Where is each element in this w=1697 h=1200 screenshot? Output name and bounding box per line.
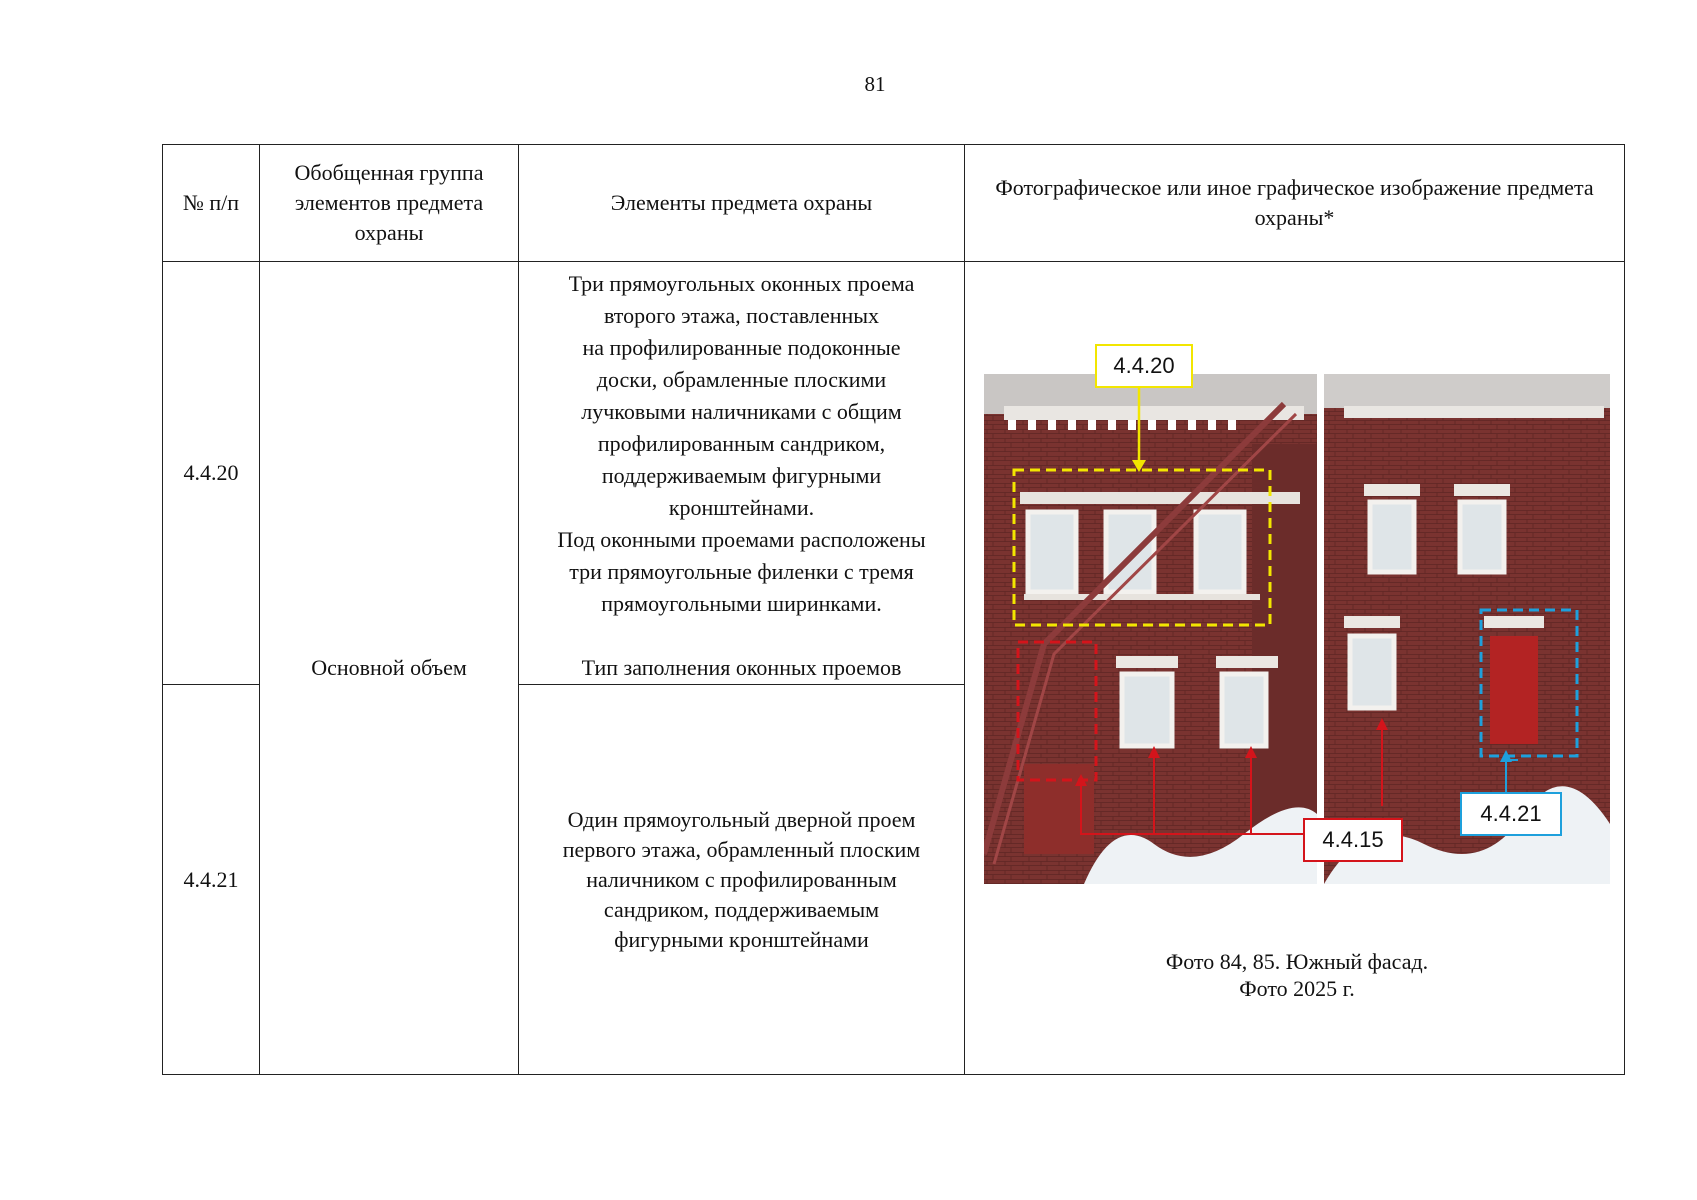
description-line: лучковыми наличниками с общим xyxy=(581,399,902,424)
page-number: 81 xyxy=(864,72,886,96)
photo-84 xyxy=(984,374,1317,884)
label-4-4-20: 4.4.20 xyxy=(1095,344,1193,388)
description-line: Один прямоугольный дверной проем xyxy=(567,806,916,832)
description-line: доски, обрамленные плоскими xyxy=(596,367,887,392)
table-row xyxy=(163,262,1625,685)
row-description-4-4-21 xyxy=(519,685,965,1075)
photo-caption xyxy=(984,948,1610,1002)
description-line: Тип заполнения оконных проемов xyxy=(581,655,902,680)
label-4-4-21: 4.4.21 xyxy=(1460,792,1562,836)
description-line: кронштейнами. xyxy=(668,495,815,520)
row-number-4-4-20: 4.4.20 xyxy=(163,262,260,685)
protection-elements-table xyxy=(162,144,1625,1075)
facade-photos xyxy=(984,344,1610,936)
description-line: Три прямоугольных оконных проема xyxy=(568,271,915,296)
description-line: наличником с профилированным xyxy=(586,866,897,892)
description-blank-line xyxy=(525,620,958,652)
description-line: поддерживаемым фигурными xyxy=(601,463,882,488)
header-photo: Фотографическое или иное графическое изображение предмета охраны* xyxy=(965,145,1625,262)
description-line: на профилированные подоконные xyxy=(582,335,901,360)
description-line: сандриком, поддерживаемым xyxy=(603,896,880,922)
header-number: № п/п xyxy=(163,145,260,262)
photo-cell xyxy=(965,262,1625,1075)
description-line: первого этажа, обрамленный плоским xyxy=(562,836,921,862)
row-description-4-4-20 xyxy=(519,262,965,685)
header-group: Обобщенная группа элементов предмета охраны xyxy=(260,145,519,262)
caption-line: Фото 84, 85. Южный фасад. xyxy=(1165,949,1429,974)
row-number-4-4-21: 4.4.21 xyxy=(163,685,260,1075)
photo-figure xyxy=(984,344,1610,1001)
description-line: прямоугольными ширинками. xyxy=(601,591,882,616)
table-header-row xyxy=(163,145,1625,262)
header-elements: Элементы предмета охраны xyxy=(519,145,965,262)
description-line: фигурными кронштейнами xyxy=(614,926,869,952)
description-line: Под оконными проемами расположены xyxy=(557,527,926,552)
group-cell: Основной объем xyxy=(260,262,519,1075)
caption-line: Фото 2025 г. xyxy=(1239,976,1355,1001)
description-line: второго этажа, поставленных xyxy=(603,303,880,328)
label-4-4-15: 4.4.15 xyxy=(1303,818,1403,862)
description-line: профилированным сандриком, xyxy=(597,431,886,456)
description-line: три прямоугольные филенки с тремя xyxy=(569,559,914,584)
